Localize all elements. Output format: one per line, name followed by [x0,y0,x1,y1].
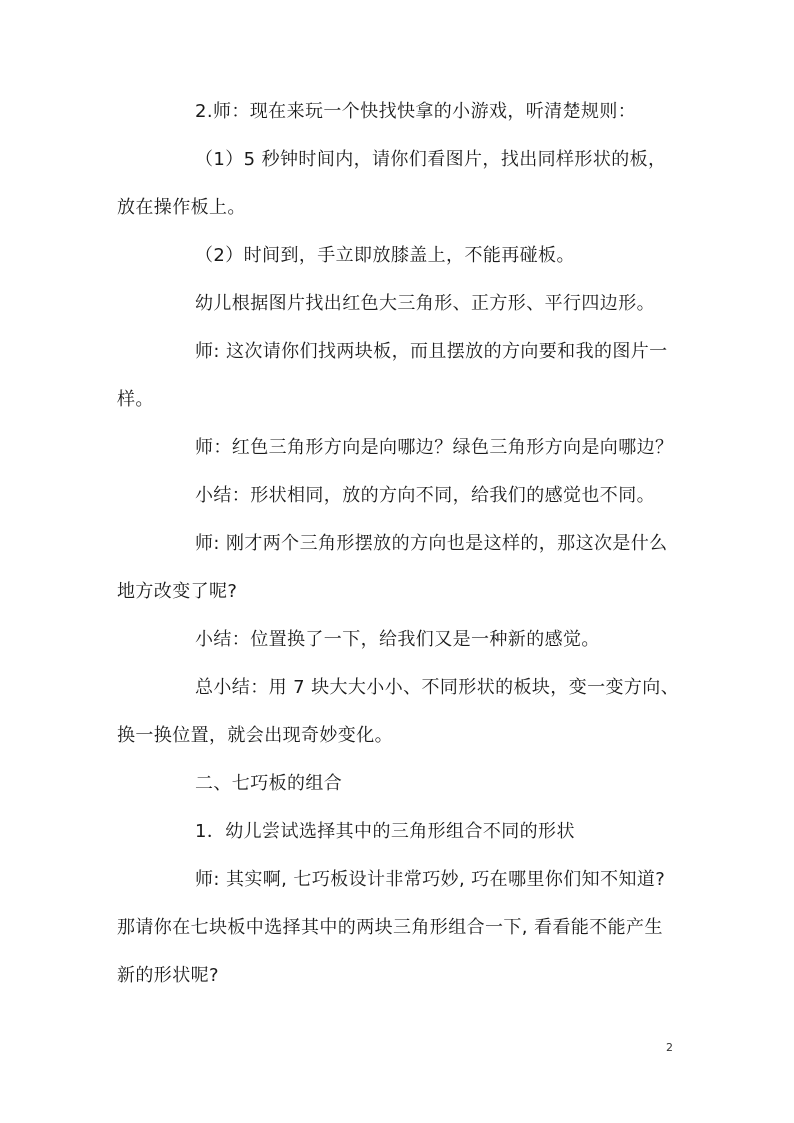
text-line-18: 那请你在七块板中选择其中的两块三角形组合一下, 看看能不能产生 [117,917,663,938]
text-line-6: 师: 这次请你们找两块板，而且摆放的方向要和我的图片一 [195,341,668,362]
text-line-17: 师: 其实啊, 七巧板设计非常巧妙, 巧在哪里你们知不知道? [195,869,666,890]
text-line-16: 1．幼儿尝试选择其中的三角形组合不同的形状 [195,821,575,842]
text-line-10: 师: 刚才两个三角形摆放的方向也是这样的，那这次是什么 [195,533,668,554]
text-line-14: 换一换位置，就会出现奇妙变化。 [117,725,393,746]
text-line-5: 幼儿根据图片找出红色大三角形、正方形、平行四边形。 [195,293,655,314]
text-line-13: 总小结：用 7 块大大小小、不同形状的板块，变一变方向、 [195,677,680,698]
text-line-11: 地方改变了呢? [117,581,238,602]
text-line-12: 小结：位置换了一下，给我们又是一种新的感觉。 [195,629,600,650]
text-line-2: （1）5 秒钟时间内，请你们看图片，找出同样形状的板， [195,149,667,170]
text-line-9: 小结：形状相同，放的方向不同，给我们的感觉也不同。 [195,485,655,506]
text-line-19: 新的形状呢? [117,965,219,986]
page-number: 2 [666,1041,673,1054]
section-heading: 二、七巧板的组合 [195,773,343,794]
text-line-1: 2.师：现在来玩一个快找快拿的小游戏，听清楚规则： [195,101,637,122]
text-line-3: 放在操作板上。 [117,197,246,218]
text-line-4: （2）时间到，手立即放膝盖上，不能再碰板。 [195,245,575,266]
text-line-8: 师：红色三角形方向是向哪边？绿色三角形方向是向哪边？ [195,437,674,458]
text-line-7: 样。 [117,389,154,410]
